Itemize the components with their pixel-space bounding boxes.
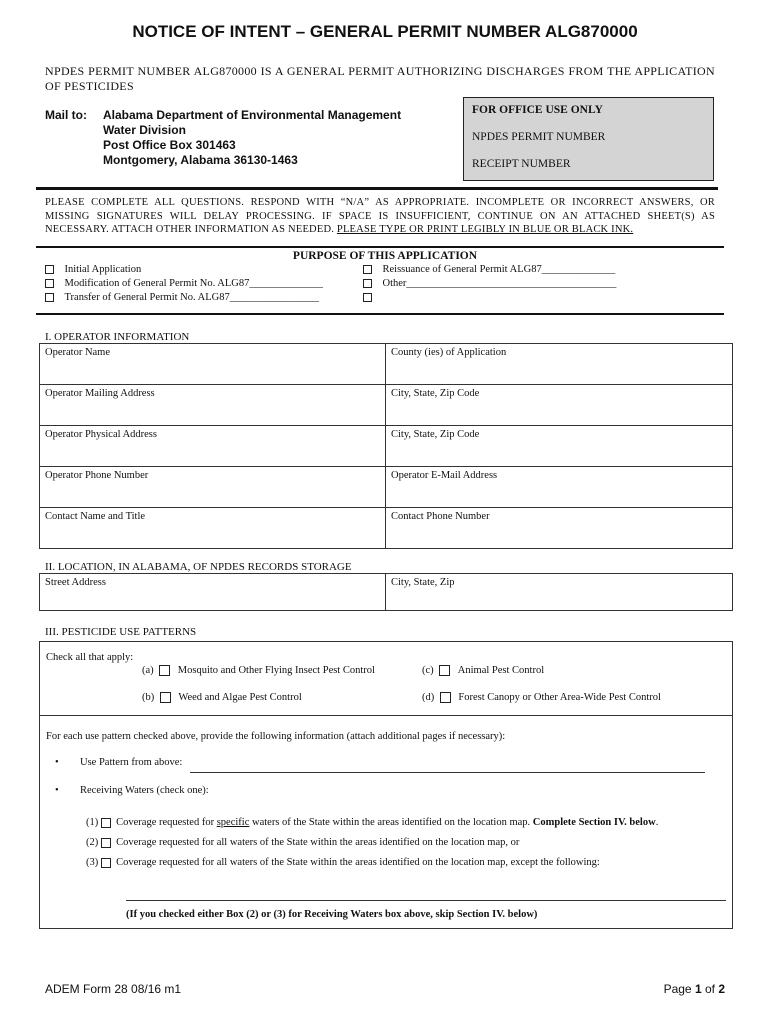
address-line-2: Water Division <box>103 123 186 137</box>
address-line-1: Alabama Department of Environmental Management <box>103 108 402 122</box>
option-other: Other________________________________________ <box>382 278 617 289</box>
mailing-city-field[interactable]: City, State, Zip Code <box>386 385 733 426</box>
checkbox[interactable] <box>159 665 170 676</box>
coverage-1-num: (1) <box>86 817 99 828</box>
coverage-option-3 <box>86 857 600 868</box>
pattern-a-key: (a) <box>142 665 154 676</box>
coverage-2-text: Coverage requested for all waters of the State within the areas identified on the location map, or <box>116 837 520 848</box>
records-location-table <box>39 573 733 611</box>
option-reissuance: Reissuance of General Permit ALG87______________ <box>382 264 616 275</box>
instructions-ink-note: PLEASE TYPE OR PRINT LEGIBLY IN BLUE OR BLACK INK. <box>336 224 634 235</box>
bullet: • <box>55 785 59 796</box>
instructions-text: PLEASE COMPLETE ALL QUESTIONS. RESPOND WITH “N/A” AS APPROPRIATE. INCOMPLETE OR INCORRECT ANSWERS, OR MISSING SIGNATURES WILL DELAY PROCESSING. IF SPACE IS INSUFFICIENT, CONTINUE ON AN ATTACHED SHEET(S) AS NECESSARY. ATTACH OTHER INFORMATION AS NEEDED. <box>45 197 715 235</box>
receipt-number-label: RECEIPT NUMBER <box>472 158 571 170</box>
page-number: 1 <box>694 982 702 996</box>
receiving-waters-label: Receiving Waters (check one): <box>80 785 209 796</box>
option-transfer: Transfer of General Permit No. ALG87_________________ <box>64 292 319 303</box>
form-number: ADEM Form 28 08/16 m1 <box>45 982 182 996</box>
checkbox[interactable] <box>101 858 111 868</box>
page-indicator <box>664 982 725 996</box>
checkbox[interactable] <box>160 692 171 703</box>
phone-field[interactable]: Operator Phone Number <box>40 467 386 508</box>
page-total: 2 <box>718 982 725 996</box>
office-use-title: FOR OFFICE USE ONLY <box>472 104 603 116</box>
purpose-left-options <box>45 264 323 306</box>
checkbox[interactable] <box>101 838 111 848</box>
pattern-b <box>142 692 302 703</box>
pattern-a-label: Mosquito and Other Flying Insect Pest Control <box>177 665 375 676</box>
use-pattern-label: Use Pattern from above: <box>80 757 183 768</box>
except-waters-input[interactable] <box>126 900 726 901</box>
divider <box>36 313 724 315</box>
street-address-field[interactable]: Street Address <box>40 574 386 611</box>
use-pattern-input[interactable] <box>190 772 705 773</box>
checkbox[interactable] <box>45 265 54 274</box>
operator-info-table <box>39 343 733 549</box>
pattern-a <box>142 665 375 676</box>
option-initial-application: Initial Application <box>64 264 142 275</box>
section-3-title: III. PESTICIDE USE PATTERNS <box>45 626 197 638</box>
mail-to-label: Mail to: <box>45 108 87 122</box>
instructions <box>45 196 715 237</box>
checkbox[interactable] <box>45 293 54 302</box>
coverage-option-2 <box>86 837 519 848</box>
purpose-right-options <box>363 264 616 306</box>
receiving-waters-box <box>39 715 733 929</box>
use-patterns-box <box>39 641 733 716</box>
checkbox[interactable] <box>101 818 111 828</box>
coverage-1-text-b: waters of the State within the areas identified on the location map. <box>249 817 533 828</box>
divider <box>36 246 724 248</box>
address-line-3: Post Office Box 301463 <box>103 138 236 152</box>
physical-address-field[interactable]: Operator Physical Address <box>40 426 386 467</box>
purpose-title: PURPOSE OF THIS APPLICATION <box>292 250 478 262</box>
coverage-3-text: Coverage requested for all waters of the State within the areas identified on the location map, except the following: <box>116 857 600 868</box>
county-field[interactable]: County (ies) of Application <box>386 344 733 385</box>
section-1-title: I. OPERATOR INFORMATION <box>45 331 190 343</box>
office-use-box <box>463 97 714 181</box>
coverage-2-num: (2) <box>86 837 99 848</box>
check-all-label: Check all that apply: <box>46 652 134 663</box>
address-line-4: Montgomery, Alabama 36130-1463 <box>103 153 298 167</box>
coverage-1-end: . <box>655 817 659 828</box>
page-of: of <box>701 982 719 996</box>
physical-city-field[interactable]: City, State, Zip Code <box>386 426 733 467</box>
checkbox[interactable] <box>439 665 450 676</box>
coverage-1-bold: Complete Section IV. below <box>532 817 656 828</box>
coverage-option-1 <box>86 817 658 828</box>
mailing-address-field[interactable]: Operator Mailing Address <box>40 385 386 426</box>
operator-name-field[interactable]: Operator Name <box>40 344 386 385</box>
bullet: • <box>55 757 59 768</box>
pattern-d-key: (d) <box>422 692 435 703</box>
checkbox[interactable] <box>363 265 372 274</box>
city-state-zip-field[interactable]: City, State, Zip <box>386 574 733 611</box>
coverage-1-text-a: Coverage requested for <box>116 817 217 828</box>
contact-phone-field[interactable]: Contact Phone Number <box>386 508 733 549</box>
pattern-b-key: (b) <box>142 692 155 703</box>
checkbox[interactable] <box>363 279 372 288</box>
contact-name-field[interactable]: Contact Name and Title <box>40 508 386 549</box>
coverage-3-num: (3) <box>86 857 99 868</box>
checkbox[interactable] <box>363 293 372 302</box>
each-use-instruction: For each use pattern checked above, provide the following information (attach additional pages if necessary): <box>46 731 506 742</box>
option-modification: Modification of General Permit No. ALG87______________ <box>64 278 323 289</box>
pattern-d <box>422 692 661 703</box>
checkbox[interactable] <box>45 279 54 288</box>
pattern-d-label: Forest Canopy or Other Area-Wide Pest Control <box>458 692 661 703</box>
email-field[interactable]: Operator E-Mail Address <box>386 467 733 508</box>
npdes-permit-number-label: NPDES PERMIT NUMBER <box>472 131 606 143</box>
intro-text: NPDES PERMIT NUMBER ALG870000 IS A GENERAL PERMIT AUTHORIZING DISCHARGES FROM THE APPLICATION OF PESTICIDES <box>45 64 715 93</box>
section-2-title: II. LOCATION, IN ALABAMA, OF NPDES RECORDS STORAGE <box>45 561 352 573</box>
pattern-b-label: Weed and Algae Pest Control <box>178 692 302 703</box>
pattern-c-label: Animal Pest Control <box>457 665 545 676</box>
divider <box>36 187 718 190</box>
mailing-address <box>103 108 401 168</box>
pattern-c <box>422 665 544 676</box>
page-prefix: Page <box>663 982 695 996</box>
skip-section-note: (If you checked either Box (2) or (3) for Receiving Waters box above, skip Section IV. below) <box>126 909 538 920</box>
form-title: NOTICE OF INTENT – GENERAL PERMIT NUMBER ALG870000 <box>132 22 638 41</box>
pattern-c-key: (c) <box>422 665 434 676</box>
checkbox[interactable] <box>440 692 451 703</box>
coverage-1-specific: specific <box>216 817 250 828</box>
